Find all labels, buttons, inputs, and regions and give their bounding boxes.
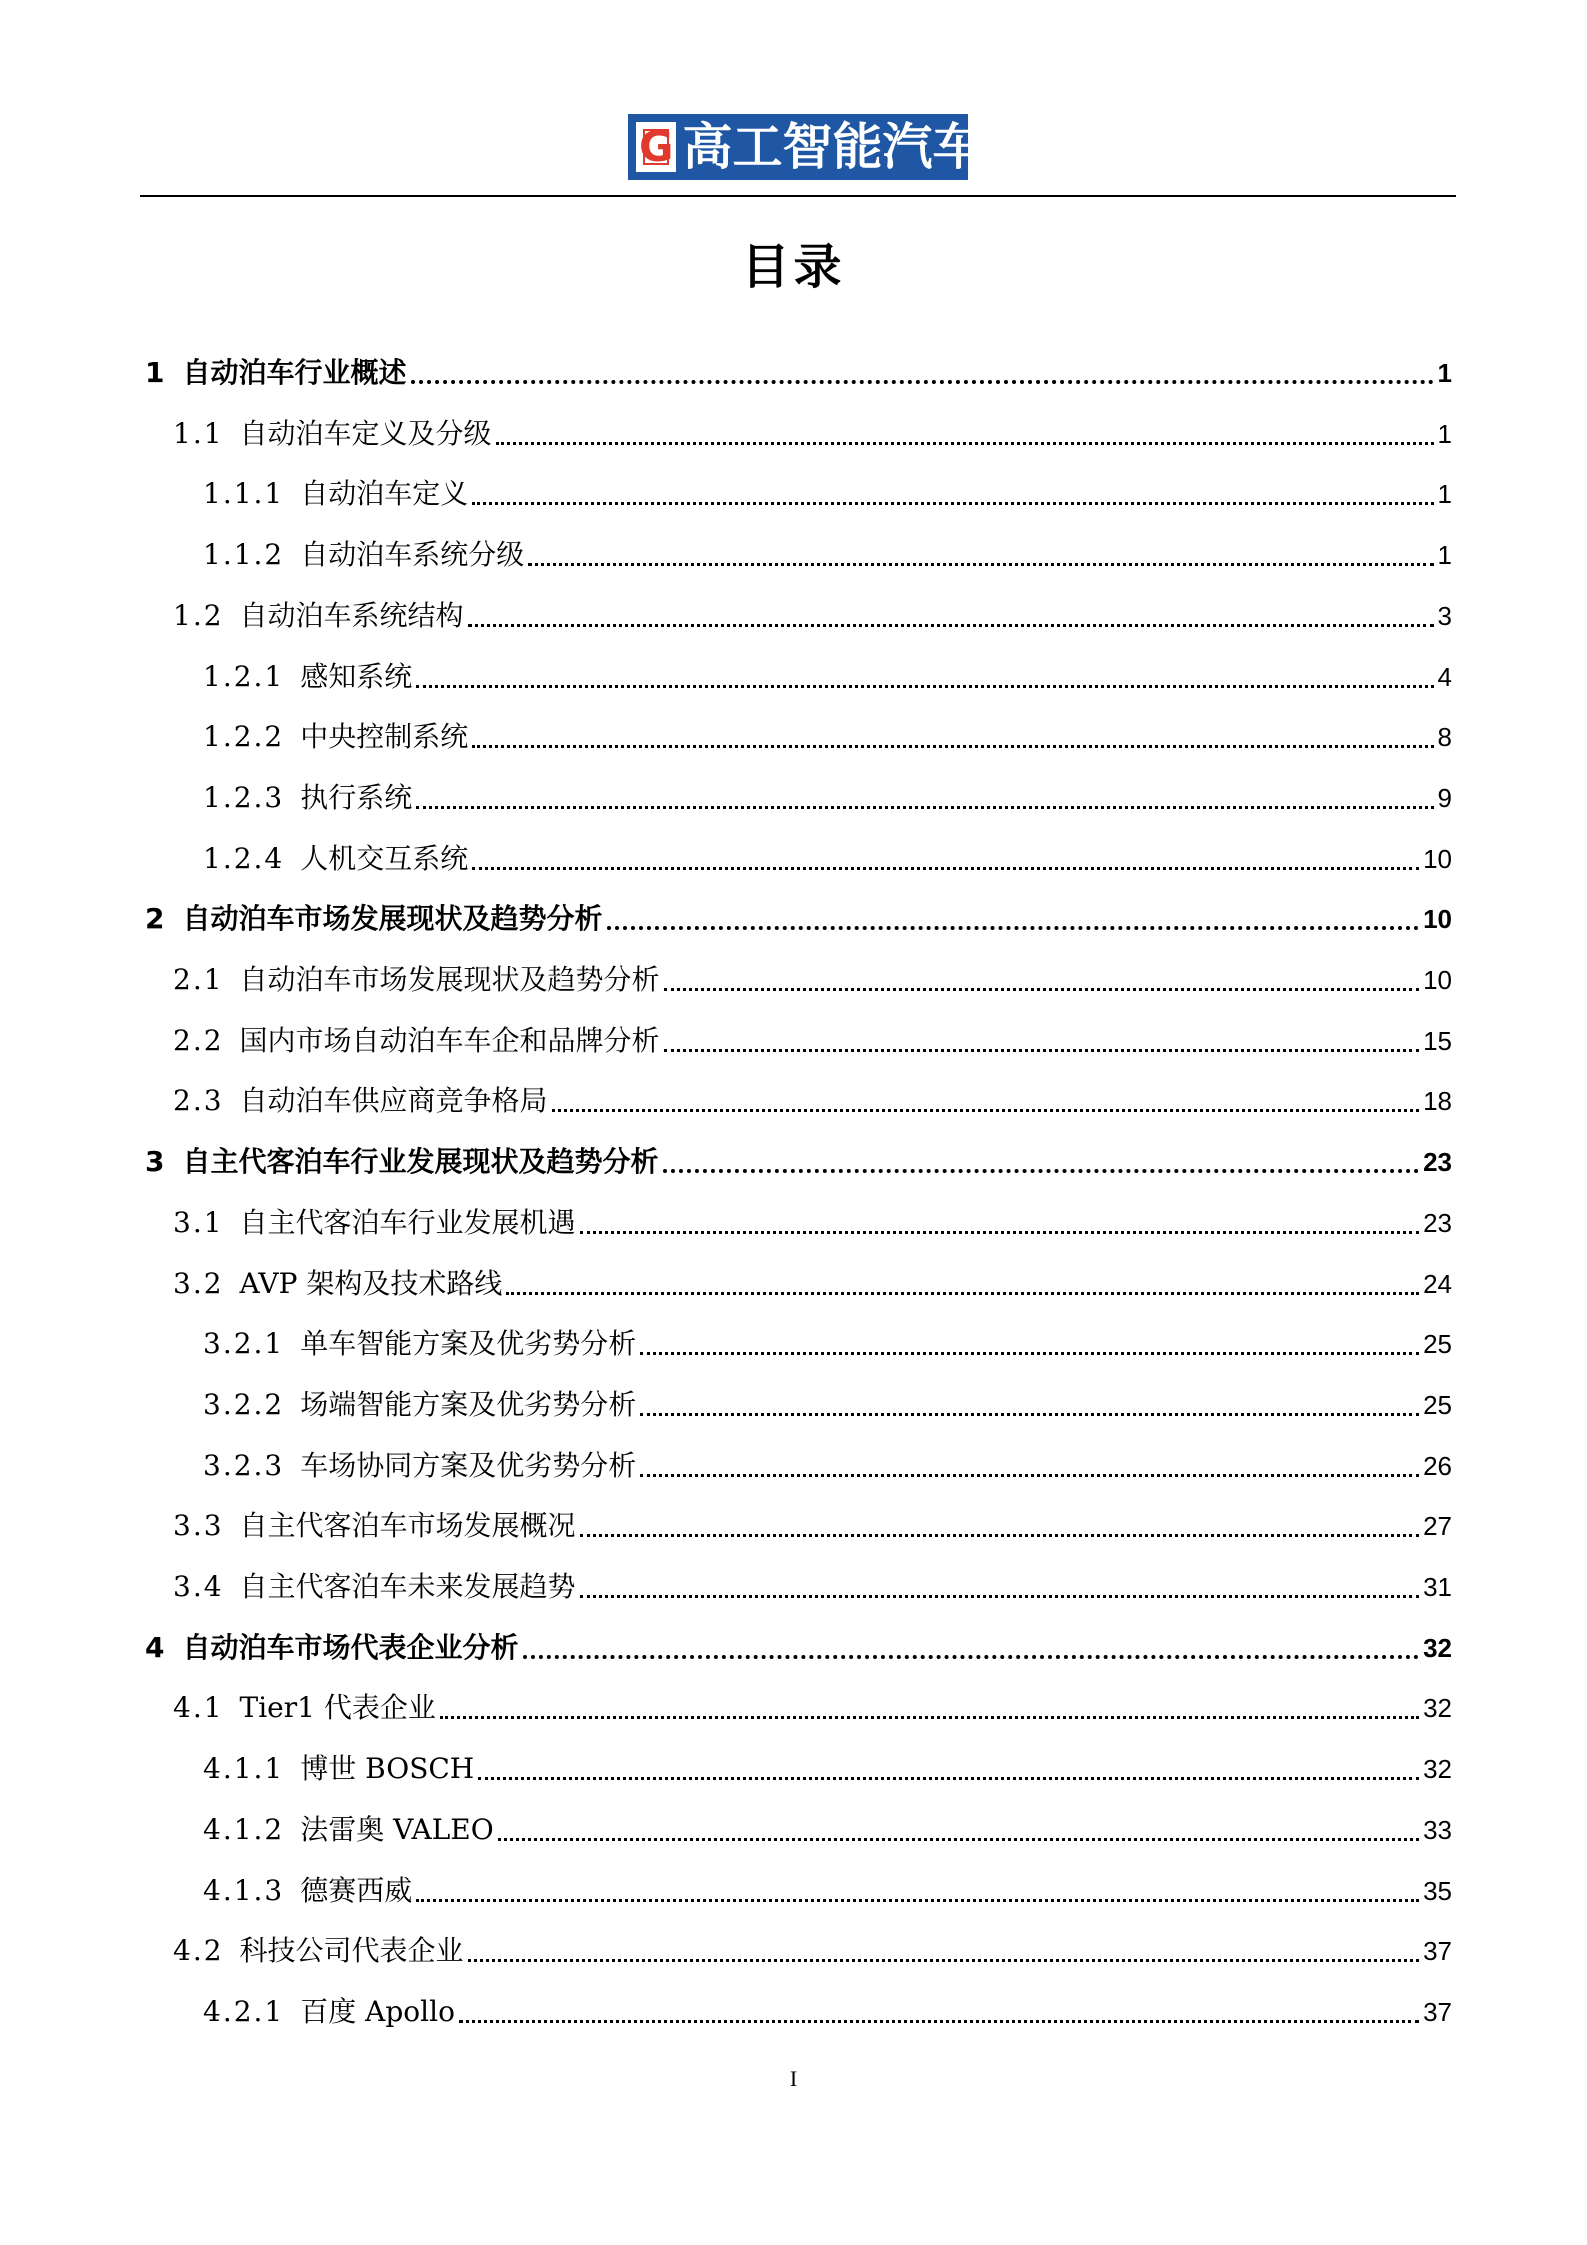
toc-leader-dots — [607, 926, 1420, 930]
toc-entry[interactable] — [173, 1261, 1452, 1307]
toc-entry-page: 32 — [1423, 1693, 1452, 1723]
toc-leader-dots — [416, 1899, 1419, 1902]
toc-entry-title: 自主代客泊车未来发展趋势 — [239, 1570, 576, 1603]
toc-entry-title: 中央控制系统 — [300, 720, 469, 753]
toc-entry-page: 23 — [1423, 1147, 1452, 1177]
toc-entry-number: 3.2.3 — [203, 1449, 285, 1482]
toc-entry-page: 31 — [1423, 1572, 1452, 1602]
toc-entry-title: 单车智能方案及优劣势分析 — [300, 1327, 637, 1360]
toc-entry-page: 10 — [1423, 844, 1452, 874]
toc-entry-label — [173, 1503, 576, 1549]
toc-leader-dots — [664, 1049, 1420, 1052]
logo-text: 高工智能汽车 — [682, 118, 983, 176]
toc-entry[interactable] — [203, 1807, 1452, 1853]
toc-leader-dots — [640, 1413, 1419, 1416]
toc-entry-number: 3 — [145, 1145, 167, 1178]
toc-entry-label — [173, 593, 464, 639]
toc-entry-number: 3.3 — [173, 1509, 224, 1542]
toc-entry-number: 1 — [145, 356, 167, 389]
toc-entry-page: 1 — [1437, 419, 1452, 449]
toc-entry-label — [203, 1321, 636, 1367]
toc-entry[interactable] — [173, 957, 1452, 1003]
toc-entry-title: 自主代客泊车行业发展机遇 — [239, 1206, 576, 1239]
toc-leader-dots — [580, 1231, 1420, 1234]
toc-entry-page: 4 — [1437, 662, 1452, 692]
toc-entry[interactable] — [173, 1685, 1452, 1731]
toc-leader-dots — [472, 502, 1433, 505]
toc-entry-title: 德赛西威 — [300, 1874, 413, 1907]
toc-entry-label — [203, 1807, 494, 1853]
toc-entry[interactable] — [145, 1139, 1452, 1185]
toc-entry-title: 自动泊车市场发展现状及趋势分析 — [239, 963, 660, 996]
toc-entry-number: 1.2.2 — [203, 720, 285, 753]
toc-entry-title: Tier1 代表企业 — [239, 1691, 436, 1724]
toc-entry-label — [203, 836, 468, 882]
toc-entry-page: 25 — [1423, 1329, 1452, 1359]
toc-entry-title: 人机交互系统 — [300, 842, 469, 875]
toc-entry-number: 1.2 — [173, 599, 224, 632]
toc-leader-dots — [506, 1292, 1419, 1295]
toc-leader-dots — [459, 2020, 1419, 2023]
toc-entry-number: 3.4 — [173, 1570, 224, 1603]
toc-leader-dots — [468, 1959, 1420, 1962]
toc-entry-title: 法雷奥 VALEO — [300, 1813, 494, 1846]
toc-entry-label — [203, 1746, 474, 1792]
toc-leader-dots — [580, 1534, 1420, 1537]
toc-entry[interactable] — [173, 1078, 1452, 1124]
toc-entry-label — [203, 471, 468, 517]
toc-leader-dots — [580, 1595, 1420, 1598]
toc-entry-page: 8 — [1437, 722, 1452, 752]
toc-entry-page: 37 — [1423, 1997, 1452, 2027]
toc-entry-number: 2.3 — [173, 1084, 224, 1117]
toc-entry[interactable] — [173, 1928, 1452, 1974]
toc-entry-label — [203, 532, 524, 578]
toc-entry-number: 1.2.1 — [203, 660, 285, 693]
toc-entry-number: 1.1 — [173, 417, 224, 450]
toc-entry-page: 32 — [1423, 1633, 1452, 1663]
toc-entry-number: 2 — [145, 902, 167, 935]
toc-entry[interactable] — [203, 654, 1452, 700]
toc-entry-title: 自动泊车系统结构 — [239, 599, 464, 632]
toc-entry-label — [173, 1018, 660, 1064]
toc-entry-title: 执行系统 — [300, 781, 413, 814]
toc-entry-number: 2.1 — [173, 963, 224, 996]
brand-logo — [628, 114, 983, 180]
toc-entry[interactable] — [203, 714, 1452, 760]
toc-entry-page: 1 — [1437, 479, 1452, 509]
toc-entry-page: 10 — [1423, 904, 1452, 934]
toc-entry-label — [145, 1625, 519, 1671]
toc-entry-number: 1.1.1 — [203, 477, 285, 510]
toc-entry-title: AVP 架构及技术路线 — [239, 1267, 503, 1300]
toc-leader-dots — [478, 1777, 1419, 1780]
toc-entry-number: 4.1.3 — [203, 1874, 285, 1907]
toc-leader-dots — [664, 988, 1420, 991]
toc-leader-dots — [498, 1838, 1419, 1841]
toc-entry-number: 4.2.1 — [203, 1995, 285, 2028]
toc-entry[interactable] — [173, 593, 1452, 639]
toc-entry-number: 4.1.1 — [203, 1752, 285, 1785]
toc-entry-number: 1.1.2 — [203, 538, 285, 571]
toc-entry-title: 自动泊车系统分级 — [300, 538, 525, 571]
toc-entry-page: 25 — [1423, 1390, 1452, 1420]
toc-entry-title: 自动泊车行业概述 — [182, 356, 407, 389]
toc-leader-dots — [640, 1474, 1419, 1477]
toc-leader-dots — [663, 1169, 1420, 1173]
toc-entry[interactable] — [145, 896, 1452, 942]
toc-entry-number: 4.1 — [173, 1691, 224, 1724]
toc-entry-label — [203, 1382, 636, 1428]
toc-entry[interactable] — [203, 1989, 1452, 2035]
toc-entry-page: 27 — [1423, 1511, 1452, 1541]
toc-entry-label — [145, 1139, 659, 1185]
toc-leader-dots — [472, 867, 1419, 870]
toc-entry-number: 2.2 — [173, 1024, 224, 1057]
toc-entry-title: 百度 Apollo — [300, 1995, 455, 2028]
toc-leader-dots — [528, 563, 1433, 566]
toc-entry-number: 4 — [145, 1631, 167, 1664]
toc-entry-label — [173, 957, 660, 1003]
toc-entry-page: 37 — [1423, 1936, 1452, 1966]
toc-entry-title: 自动泊车定义 — [300, 477, 469, 510]
toc-entry-page: 33 — [1423, 1815, 1452, 1845]
toc-leader-dots — [472, 745, 1433, 748]
toc-entry-label — [173, 1078, 548, 1124]
toc-entry-label — [203, 775, 412, 821]
toc-entry-label — [203, 1443, 636, 1489]
toc-entry[interactable] — [203, 1382, 1452, 1428]
toc-entry-page: 23 — [1423, 1208, 1452, 1238]
toc-entry-number: 4.1.2 — [203, 1813, 285, 1846]
toc-entry-label — [145, 896, 603, 942]
toc-entry-title: 自主代客泊车市场发展概况 — [239, 1509, 576, 1542]
toc-entry-title: 感知系统 — [300, 660, 413, 693]
toc-leader-dots — [468, 624, 1434, 627]
toc-entry[interactable] — [145, 350, 1452, 396]
toc-entry[interactable] — [173, 1503, 1452, 1549]
toc-entry-label — [173, 1564, 576, 1610]
toc-entry-page: 1 — [1437, 358, 1452, 388]
toc-leader-dots — [416, 685, 1433, 688]
toc-entry-label — [145, 350, 407, 396]
toc-entry-page: 35 — [1423, 1876, 1452, 1906]
toc-leader-dots — [416, 806, 1433, 809]
toc-entry-number: 3.2.1 — [203, 1327, 285, 1360]
toc-entry[interactable] — [203, 471, 1452, 517]
toc-entry[interactable] — [173, 411, 1452, 457]
toc-entry-page: 18 — [1423, 1086, 1452, 1116]
toc-entry-title: 自动泊车市场代表企业分析 — [182, 1631, 519, 1664]
toc-entry-number: 3.1 — [173, 1206, 224, 1239]
logo-mark-icon: G — [636, 122, 676, 172]
toc-entry-title: 国内市场自动泊车车企和品牌分析 — [239, 1024, 660, 1057]
toc-entry[interactable] — [203, 532, 1452, 578]
toc-entry-label — [173, 1685, 436, 1731]
toc-entry[interactable] — [203, 1321, 1452, 1367]
toc-entry-page: 1 — [1437, 540, 1452, 570]
toc-entry-title: 自主代客泊车行业发展现状及趋势分析 — [182, 1145, 659, 1178]
toc-entry-number: 1.2.3 — [203, 781, 285, 814]
toc-leader-dots — [552, 1109, 1420, 1112]
toc-entry-page: 9 — [1437, 783, 1452, 813]
toc-entry-page: 10 — [1423, 965, 1452, 995]
toc-entry-label — [203, 714, 468, 760]
toc-entry-label — [203, 1989, 455, 2035]
toc-entry-label — [203, 1868, 412, 1914]
toc-leader-dots — [440, 1716, 1419, 1719]
toc-entry-title: 自动泊车定义及分级 — [239, 417, 492, 450]
toc-entry-page: 3 — [1437, 601, 1452, 631]
toc-entry[interactable] — [203, 1443, 1452, 1489]
toc-leader-dots — [640, 1352, 1419, 1355]
toc-leader-dots — [496, 442, 1434, 445]
toc-leader-dots — [411, 380, 1434, 384]
toc-entry[interactable] — [203, 1868, 1452, 1914]
toc-entry[interactable] — [173, 1018, 1452, 1064]
toc-entry-label — [173, 1928, 464, 1974]
toc-leader-dots — [523, 1655, 1420, 1659]
toc-entry-label — [203, 654, 412, 700]
toc-entry[interactable] — [203, 1746, 1452, 1792]
page-number: I — [789, 2066, 798, 2091]
toc-entry-label — [173, 411, 492, 457]
toc-entry-page: 15 — [1423, 1026, 1452, 1056]
toc-entry-number: 1.2.4 — [203, 842, 285, 875]
toc-entry[interactable] — [145, 1625, 1452, 1671]
toc-entry-page: 32 — [1423, 1754, 1452, 1784]
toc-entry-number: 3.2 — [173, 1267, 224, 1300]
toc-entry-title: 自动泊车供应商竞争格局 — [239, 1084, 548, 1117]
toc-entry-title: 博世 BOSCH — [300, 1752, 475, 1785]
toc-entry-label — [173, 1200, 576, 1246]
toc-entry[interactable] — [203, 836, 1452, 882]
toc-entry-title: 自动泊车市场发展现状及趋势分析 — [182, 902, 603, 935]
toc-entry[interactable] — [203, 775, 1452, 821]
toc-entry-page: 26 — [1423, 1451, 1452, 1481]
page-title: 目录 — [741, 239, 846, 295]
toc-entry-page: 24 — [1423, 1269, 1452, 1299]
header-divider — [140, 195, 1456, 197]
toc-entry-title: 科技公司代表企业 — [239, 1934, 464, 1967]
toc-entry-number: 3.2.2 — [203, 1388, 285, 1421]
toc-entry[interactable] — [173, 1564, 1452, 1610]
toc-entry[interactable] — [173, 1200, 1452, 1246]
toc-entry-label — [173, 1261, 502, 1307]
toc-entry-number: 4.2 — [173, 1934, 224, 1967]
toc-entry-title: 车场协同方案及优劣势分析 — [300, 1449, 637, 1482]
toc-entry-title: 场端智能方案及优劣势分析 — [300, 1388, 637, 1421]
